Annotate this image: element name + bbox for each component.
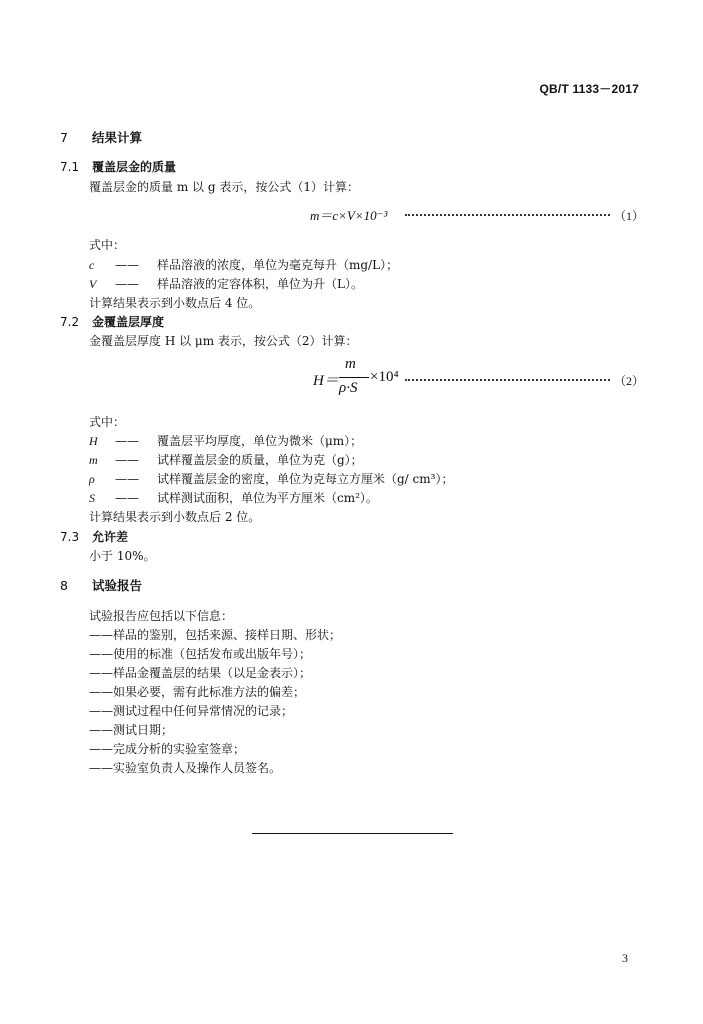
section-7-2-intro: 金覆盖层厚度 H 以 μm 表示，按公式（2）计算： [89,334,358,348]
formula-2-fraction-bar [339,377,369,378]
definition-text: 样品溶液的浓度，单位为毫克每升（mg/L）； [157,258,399,272]
formula-2-lhs: H＝ [313,373,339,389]
definition-symbol: H [89,434,98,448]
report-item: ——实验室负责人及操作人员签名。 [89,761,282,775]
report-item: ——测试日期； [89,723,174,737]
standard-code: QB/T 1133－2017 [539,82,639,96]
definition-c [89,256,398,273]
definition-dash: —— [115,472,139,486]
definition-text: 试样覆盖层金的密度，单位为克每立方厘米（g/ cm³）； [157,472,454,486]
section-8-number: 8 [60,578,68,593]
report-item: ——测试过程中任何异常情况的记录； [89,704,294,718]
report-item: ——如果必要，需有此标准方法的偏差； [89,685,306,699]
definition-text: 覆盖层平均厚度，单位为微米（μm）； [157,434,363,448]
report-item: ——完成分析的实验室签章； [89,742,246,756]
formula-1-leader [405,214,610,216]
definition-text: 试样覆盖层金的质量，单位为克（g）； [157,453,363,467]
definition-v [89,275,363,292]
section-7-title: 结果计算 [92,130,143,145]
definition-dash: —— [115,453,139,467]
section-8-heading [60,576,142,594]
section-8-title: 试验报告 [92,578,143,593]
section-7-number: 7 [60,130,68,145]
definition-symbol: m [89,453,98,467]
definition-text: 试样测试面积，单位为平方厘米（cm²）。 [157,491,378,505]
section-7-2-title: 金覆盖层厚度 [92,315,165,329]
formula-2-leader [405,379,610,381]
section-7-2-where: 式中： [89,415,126,429]
definition-symbol: S [89,491,95,505]
end-of-text-rule [252,833,453,834]
report-item: ——使用的标准（包括发布或出版年号）； [89,647,312,661]
formula-2-denominator: ρ·S [339,380,358,396]
page-number: 3 [622,951,628,965]
section-7-1-note: 计算结果表示到小数点后 4 位。 [89,296,261,310]
definition-dash: —— [115,277,139,291]
definition-m [89,451,363,468]
section-7-3-text: 小于 10%。 [89,549,156,563]
definition-symbol: c [89,258,95,272]
section-7-1-where: 式中： [89,238,126,252]
formula-2-rhs: ×10⁴ [370,369,399,385]
section-7-1-heading [60,158,176,175]
definition-dash: —— [115,434,139,448]
report-item: ——样品的鉴别，包括来源、接样日期、形状； [89,628,342,642]
formula-2-numerator: m [345,356,356,372]
section-7-3-number: 7.3 [60,530,80,544]
section-7-1-intro: 覆盖层金的质量 m 以 g 表示，按公式（1）计算： [89,180,359,194]
section-7-3-heading [60,528,128,545]
formula-2-number: （2） [614,374,645,388]
section-7-1-number: 7.1 [60,160,80,174]
definition-symbol: ρ [89,472,95,486]
definition-text: 样品溶液的定容体积，单位为升（L）。 [157,277,363,291]
formula-1-number: （1） [614,209,645,223]
definition-s [89,489,378,506]
section-7-3-title: 允许差 [92,530,129,544]
section-8-intro: 试验报告应包括以下信息： [89,609,234,623]
definition-h [89,432,362,449]
definition-rho [89,470,453,487]
definition-dash: —— [115,258,139,272]
section-7-2-note: 计算结果表示到小数点后 2 位。 [89,510,261,524]
section-7-2-number: 7.2 [60,315,80,329]
report-item: ——样品金覆盖层的结果（以足金表示）； [89,666,312,680]
section-7-2-heading [60,313,164,330]
formula-1: m＝c×V×10⁻³ [310,208,388,223]
section-7-heading [60,128,142,146]
section-7-1-title: 覆盖层金的质量 [92,160,177,174]
definition-symbol: V [89,277,97,291]
definition-dash: —— [115,491,139,505]
